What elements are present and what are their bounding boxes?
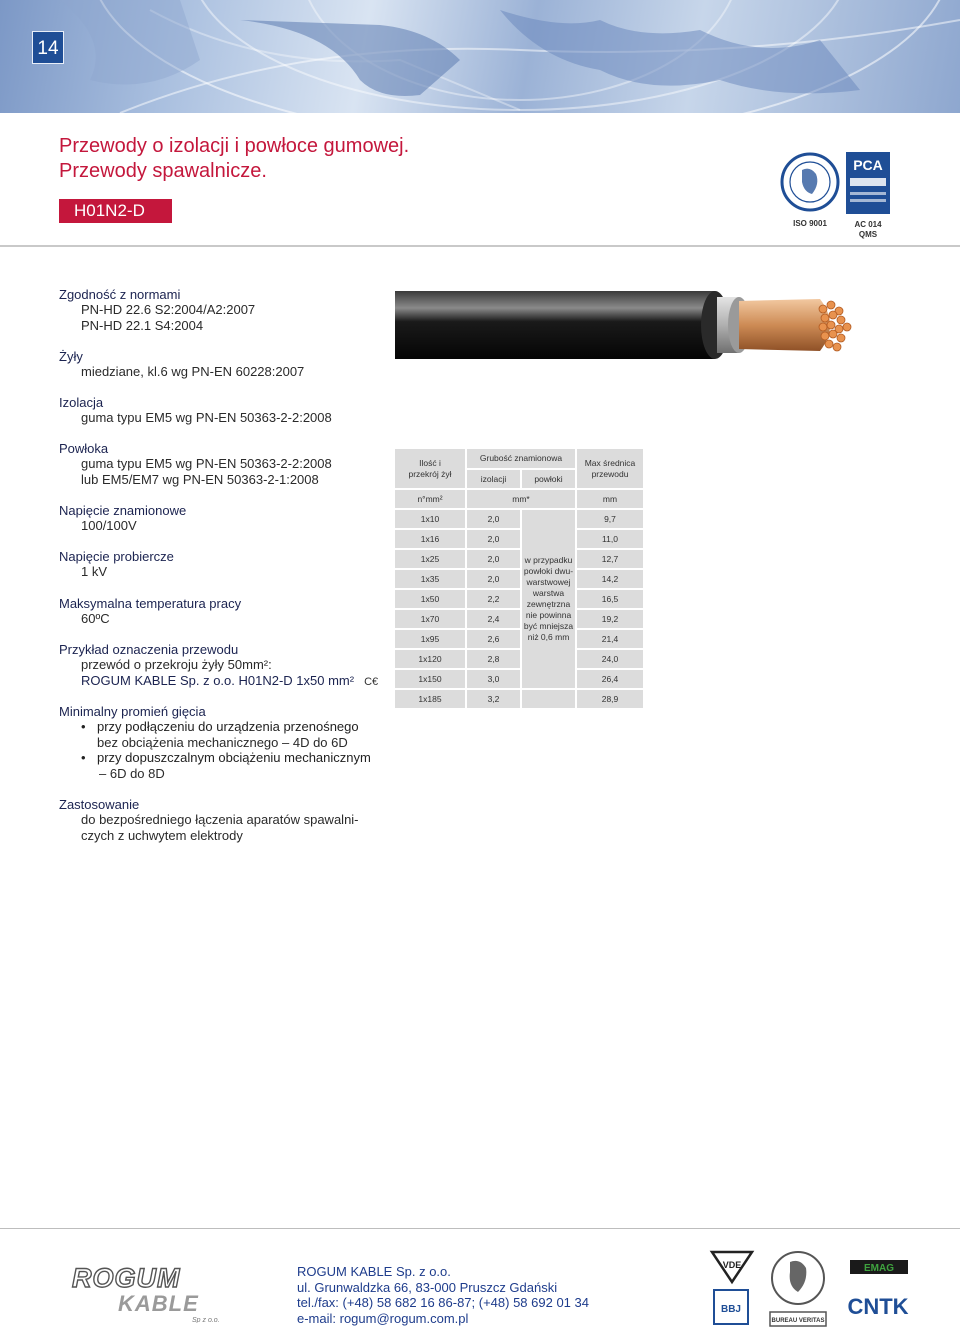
cell-count: 1x10 (395, 510, 465, 528)
rated-voltage-value: 100/100V (81, 518, 137, 533)
max-temp-heading: Maksymalna temperatura pracy (59, 596, 242, 611)
cell-insulation: 2,0 (467, 530, 520, 548)
header-diameter (577, 449, 643, 488)
cell-diameter: 19,2 (577, 610, 643, 628)
note-line: niż 0,6 mm (527, 632, 570, 642)
sheath-note (522, 510, 575, 688)
rogum-kable-logo (70, 1263, 245, 1323)
logo-kable: KABLE (118, 1291, 199, 1316)
insulation-heading: Izolacja (59, 395, 104, 410)
header-sheath-label: powłoki (534, 473, 563, 484)
cntk-label: CNTK (847, 1294, 909, 1319)
usage-line: czych z uchwytem elektrody (81, 827, 243, 843)
section-sheath (59, 441, 379, 487)
cell-diameter: 21,4 (577, 630, 643, 648)
note-line: zewnętrzna (526, 599, 571, 609)
bbj-logo-icon (714, 1290, 748, 1324)
example-heading: Przykład oznaczenia przewodu (59, 642, 239, 657)
cell-count: 1x25 (395, 550, 465, 568)
footer-divider (0, 1228, 960, 1229)
iso-label: ISO 9001 (793, 219, 827, 228)
cell-diameter: 12,7 (577, 550, 643, 568)
emag-label: EMAG (864, 1263, 894, 1274)
cell-diameter: 16,5 (577, 590, 643, 608)
header-insulation (467, 470, 520, 488)
footer-cert-logos (708, 1248, 913, 1330)
title-line-2: Przewody spawalnicze. (59, 160, 267, 182)
example-designation-text: ROGUM KABLE Sp. z o.o. H01N2-D 1x50 mm² (81, 672, 355, 688)
header-divider (0, 245, 960, 247)
cable-sheath (395, 291, 715, 359)
globe-graphic (0, 0, 960, 113)
usage-heading: Zastosowanie (59, 797, 140, 812)
unit-thickness-label: mm* (512, 493, 530, 504)
cable-copper-core (739, 299, 830, 351)
rated-voltage-heading: Napięcie znamionowe (59, 503, 187, 518)
bend-bullet-2-cont: – 6D do 8D (99, 765, 165, 781)
bureau-veritas-logo-icon (770, 1252, 826, 1326)
technical-table (395, 449, 643, 707)
iso-seal-icon (782, 154, 838, 210)
product-code-badge: H01N2-D (59, 199, 172, 223)
header-count (395, 449, 465, 488)
vde-label: VDE (722, 1260, 742, 1270)
cell-insulation: 2,2 (467, 590, 520, 608)
header-diameter-label: Max średnica przewodu (584, 457, 636, 479)
company-email: e-mail: rogum@rogum.com.pl (297, 1310, 469, 1326)
bend-heading: Minimalny promień gięcia (59, 704, 206, 719)
cell-insulation: 3,0 (467, 670, 520, 688)
cell-count: 1x150 (395, 670, 465, 688)
cell-diameter: 28,9 (577, 690, 643, 708)
note-line: być mniejsza (523, 621, 574, 631)
company-name: ROGUM KABLE Sp. z o.o. (297, 1264, 451, 1279)
note-line: w przypadku (524, 555, 573, 565)
cell-count: 1x95 (395, 630, 465, 648)
cell-insulation: 2,4 (467, 610, 520, 628)
ac-label: AC 014 (854, 220, 882, 229)
unit-thickness (467, 490, 575, 508)
header-sheath (522, 470, 575, 488)
test-voltage-heading: Napięcie probiercze (59, 549, 174, 564)
section-usage (59, 797, 379, 843)
header-thickness-label: Grubość znamionowa (479, 453, 563, 463)
header-count-label: Ilość i przekrój żył (408, 457, 452, 479)
contact-info (297, 1264, 589, 1326)
cell-diameter: 9,7 (577, 510, 643, 528)
page-title (59, 134, 409, 184)
cell-count: 1x16 (395, 530, 465, 548)
title-line-1: Przewody o izolacji i powłoce gumowej. (59, 135, 410, 157)
section-norms (59, 287, 379, 333)
cores-heading: Żyły (59, 349, 83, 364)
note-line: powłoki dwu- (523, 566, 574, 576)
example-designation (59, 673, 379, 691)
cell-insulation: 3,2 (467, 690, 520, 708)
sheath-line: lub EM5/EM7 wg PN-EN 50363-2-1:2008 (81, 471, 319, 487)
cell-insulation: 2,6 (467, 630, 520, 648)
section-bend-radius (59, 704, 379, 781)
note-line: warstwa (532, 588, 565, 598)
test-voltage-value: 1 kV (81, 564, 108, 579)
insulation-line: guma typu EM5 wg PN-EN 50363-2-2:2008 (81, 410, 332, 425)
cable-image (395, 287, 860, 367)
cell-diameter: 11,0 (577, 530, 643, 548)
ce-mark: C€ (364, 675, 379, 688)
cell-insulation: 2,8 (467, 650, 520, 668)
cores-line: miedziane, kl.6 wg PN-EN 60228:2007 (81, 364, 305, 379)
pca-certificate-icon (846, 152, 890, 214)
cell-count: 1x70 (395, 610, 465, 628)
cell-count: 1x50 (395, 590, 465, 608)
certification-logos (780, 148, 900, 240)
cell-insulation: 2,0 (467, 570, 520, 588)
qms-label: QMS (858, 230, 878, 239)
page-number: 14 (32, 31, 64, 64)
section-rated-voltage (59, 503, 379, 534)
cell-diameter: 26,4 (577, 670, 643, 688)
bend-bullet-1-cont: bez obciążenia mechanicznego – 4D do 6D (97, 734, 348, 750)
header-thickness (467, 449, 575, 468)
section-max-temp (59, 596, 379, 627)
company-phone: tel./fax: (+48) 58 682 16 86-87; (+48) 58 692 01 34 (297, 1295, 589, 1310)
pca-label: PCA (853, 157, 883, 173)
cntk-logo-icon (847, 1294, 908, 1319)
bv-label: BUREAU VERITAS (771, 1318, 825, 1324)
norms-line: PN-HD 22.1 S4:2004 (81, 317, 204, 333)
cell-count: 1x120 (395, 650, 465, 668)
cell-diameter: 14,2 (577, 570, 643, 588)
header-banner (0, 0, 960, 113)
note-line: warstwowej (526, 577, 571, 587)
unit-count (395, 490, 465, 508)
unit-diameter-label: mm (602, 493, 618, 504)
unit-diameter (577, 490, 643, 508)
norms-heading: Zgodność z normami (59, 287, 181, 302)
cell-insulation: 2,0 (467, 510, 520, 528)
header-insulation-label: izolacji (480, 473, 507, 484)
vde-logo-icon (712, 1252, 752, 1282)
section-example (59, 642, 379, 690)
sheath-line: guma typu EM5 wg PN-EN 50363-2-2:2008 (81, 456, 332, 471)
emag-logo-icon (850, 1260, 908, 1274)
logo-sub: Sp z o.o. (192, 1317, 220, 1323)
max-temp-value: 60ºC (81, 611, 110, 626)
cell-count: 1x185 (395, 690, 465, 708)
cell-sheath-empty (522, 690, 575, 708)
section-test-voltage (59, 549, 379, 580)
company-address: ul. Grunwaldzka 66, 83-000 Pruszcz Gdański (297, 1279, 558, 1295)
bend-bullet-1: • przy podłączeniu do urządzenia przenośnego (59, 719, 379, 735)
section-insulation (59, 395, 379, 426)
logo-rogum: ROGUM (72, 1263, 181, 1293)
unit-count-label: n°mm² (417, 493, 443, 504)
sheath-heading: Powłoka (59, 441, 109, 456)
note-line: nie powinna (525, 610, 572, 620)
section-cores (59, 349, 379, 380)
bend-bullet-2: • przy dopuszczalnym obciążeniu mechanicznym (59, 750, 379, 766)
cell-insulation: 2,0 (467, 550, 520, 568)
cell-diameter: 24,0 (577, 650, 643, 668)
example-line: przewód o przekroju żyły 50mm²: (81, 657, 272, 672)
usage-line: do bezpośredniego łączenia aparatów spawalni- (81, 812, 359, 827)
norms-line: PN-HD 22.6 S2:2004/A2:2007 (81, 302, 256, 317)
cell-count: 1x35 (395, 570, 465, 588)
bbj-label: BBJ (720, 1304, 742, 1315)
